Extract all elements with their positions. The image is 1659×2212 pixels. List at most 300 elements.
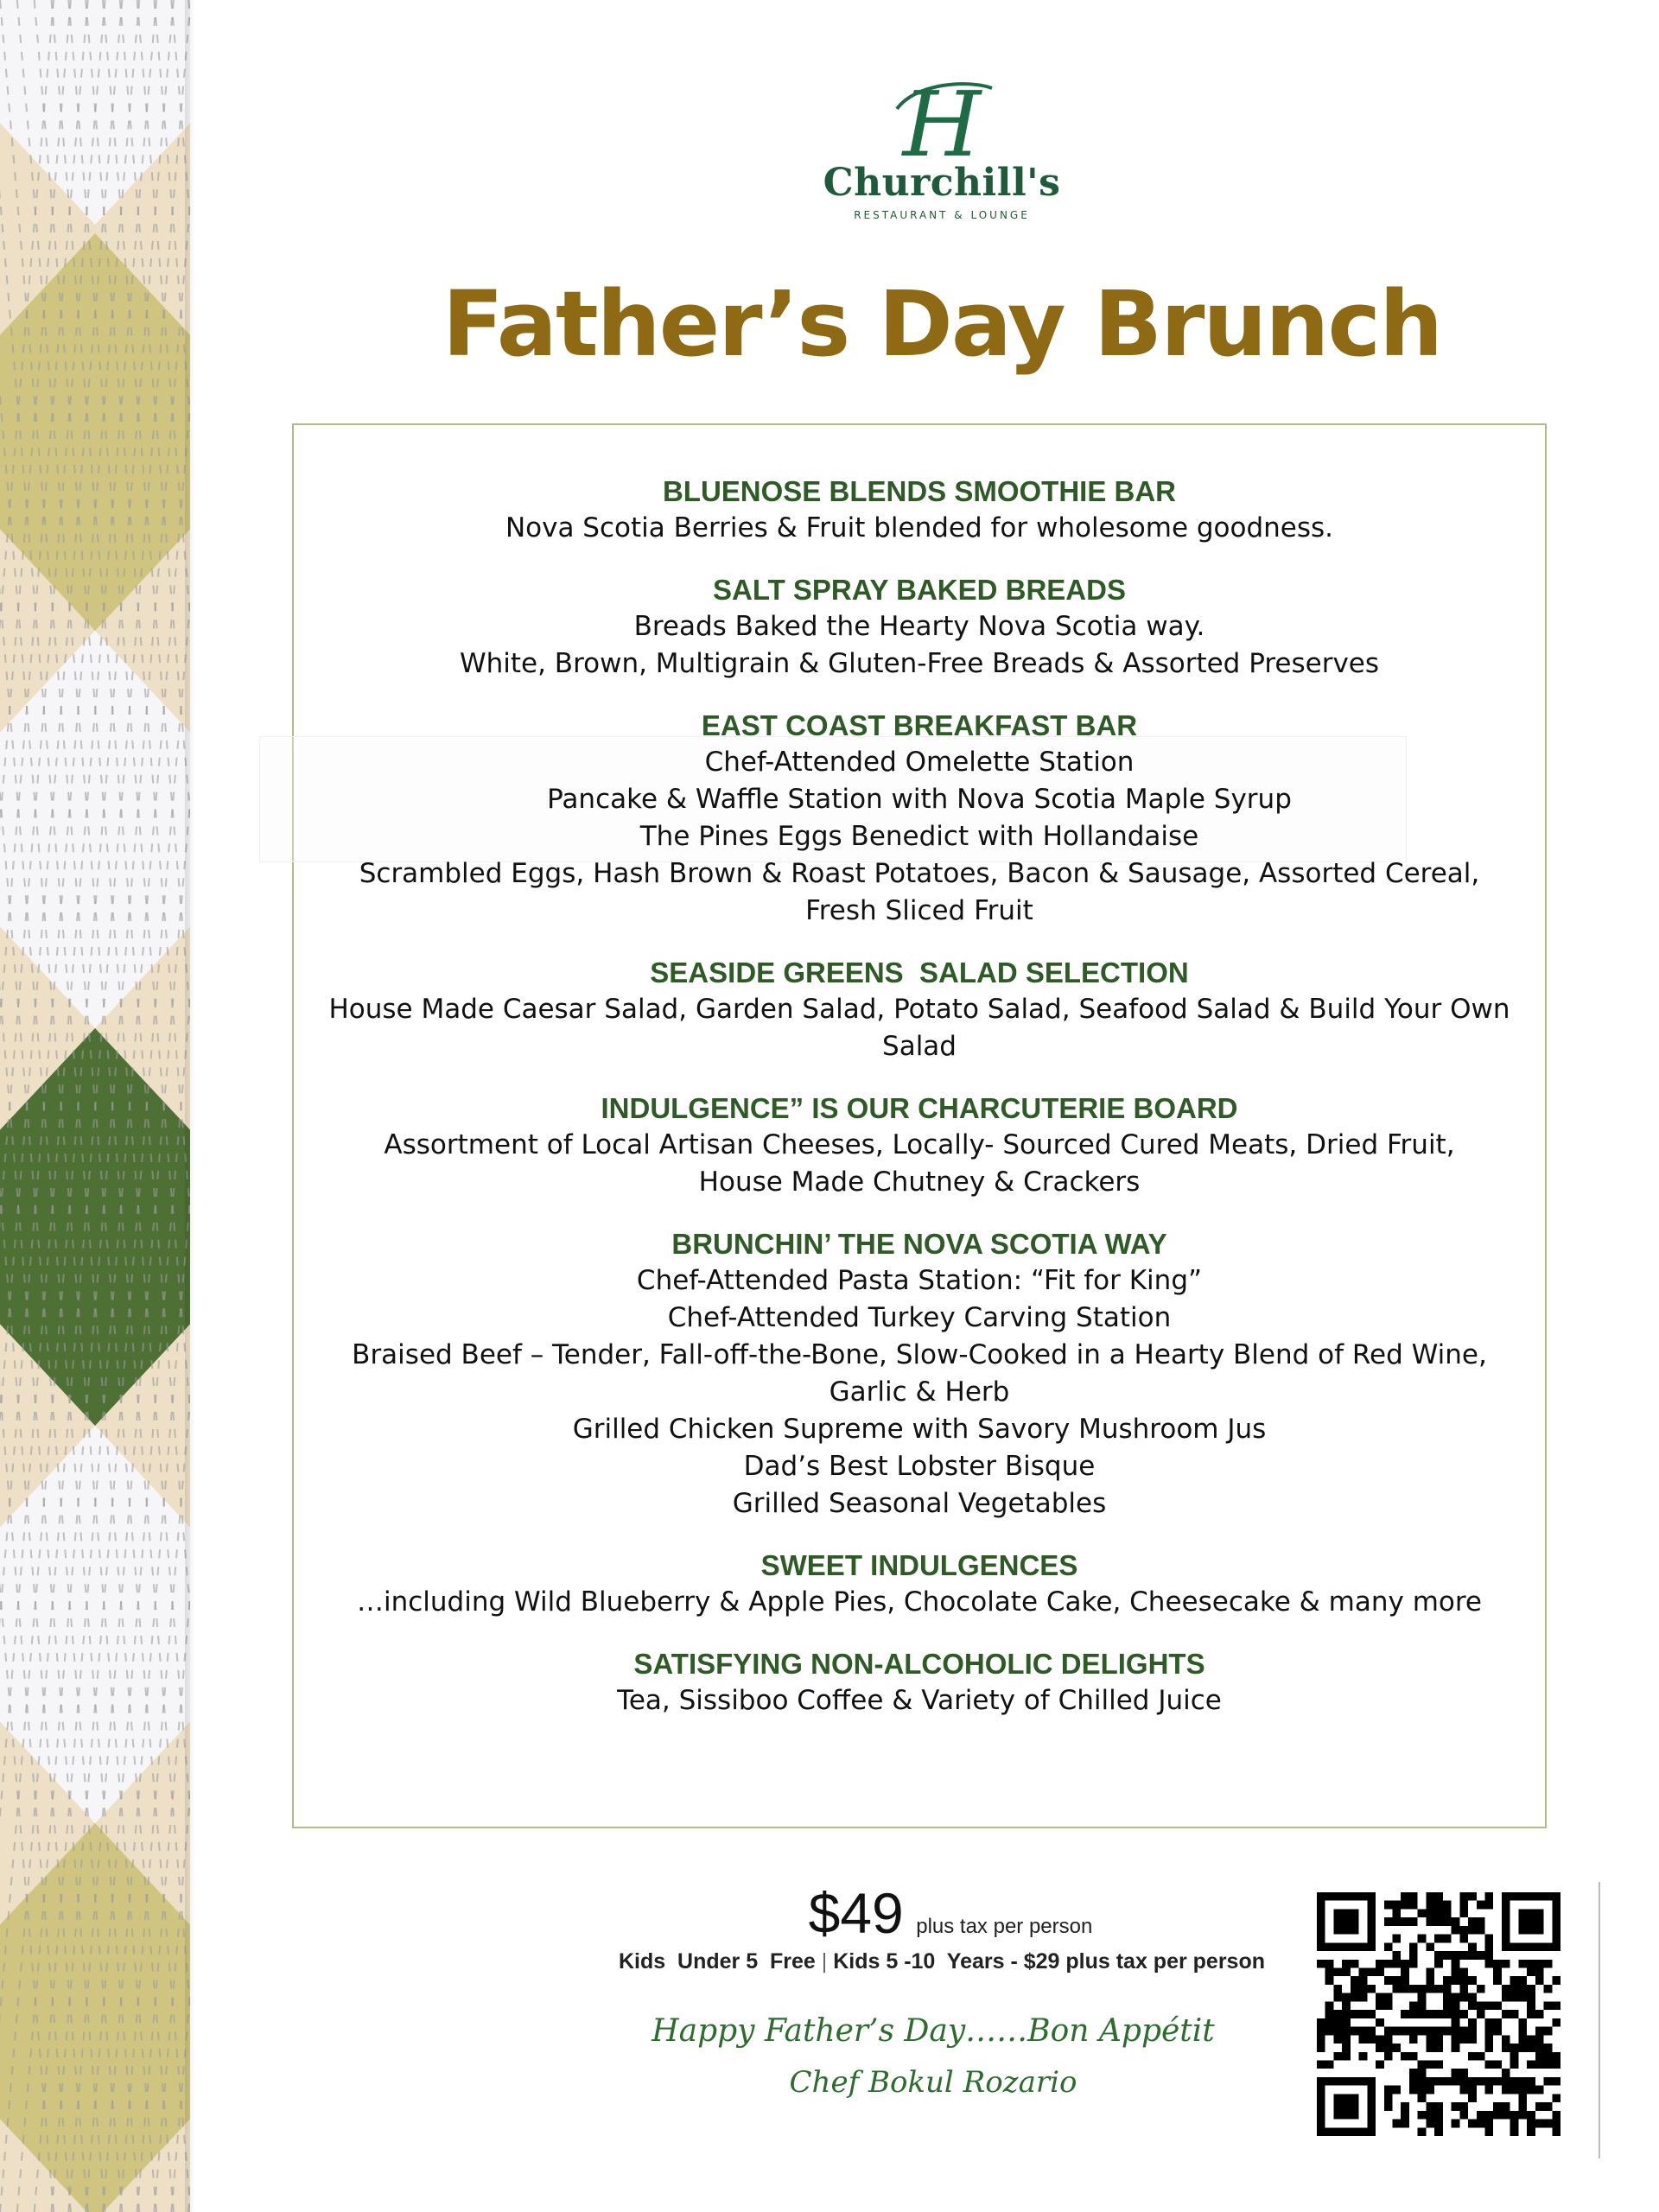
section-heading: SALT SPRAY BAKED BREADS: [713, 574, 1126, 606]
kids-pricing: [553, 1949, 1331, 1974]
menu-item: Tea, Sissiboo Coffee & Variety of Chilled Juice: [617, 1685, 1222, 1716]
qr-module: [1359, 2052, 1368, 2061]
qr-module: [1535, 2086, 1544, 2094]
qr-module: [1351, 1985, 1359, 1993]
qr-module: [1502, 2102, 1510, 2111]
qr-module: [1409, 1960, 1418, 1968]
qr-module: [1333, 2018, 1342, 2027]
menu-section: [315, 571, 1524, 683]
qr-module: [1401, 1976, 1409, 1985]
qr-module: [1376, 2044, 1384, 2052]
qr-module: [1459, 1976, 1468, 1985]
qr-module: [1443, 2010, 1452, 2018]
qr-module: [1384, 2086, 1393, 2094]
qr-module: [1426, 1892, 1434, 1901]
qr-module: [1459, 1951, 1468, 1960]
qr-module: [1510, 2052, 1519, 2061]
qr-module: [1384, 1960, 1393, 1968]
qr-module: [1535, 2052, 1544, 2061]
menu-item: Grilled Seasonal Vegetables: [732, 1488, 1107, 1519]
qr-module: [1452, 2001, 1460, 2010]
qr-module: [1384, 2052, 1393, 2061]
qr-module: [1535, 2010, 1544, 2018]
qr-module: [1452, 2018, 1460, 2027]
qr-module: [1493, 2060, 1502, 2069]
qr-module: [1484, 1951, 1493, 1960]
qr-module: [1544, 2102, 1553, 2111]
qr-module: [1393, 1901, 1402, 1910]
qr-module: [1527, 2120, 1535, 2128]
qr-module: [1418, 2069, 1427, 2077]
qr-module: [1493, 2111, 1502, 2120]
qr-module: [1477, 2001, 1485, 2010]
qr-module: [1468, 2120, 1477, 2128]
qr-module: [1502, 2044, 1510, 2052]
qr-module: [1342, 2044, 1351, 2052]
qr-module: [1359, 2027, 1368, 2036]
qr-module: [1502, 2077, 1510, 2086]
section-heading: SATISFYING NON-ALCOHOLIC DELIGHTS: [633, 1648, 1205, 1680]
qr-module: [1409, 2086, 1418, 2094]
qr-module: [1493, 2102, 1502, 2111]
qr-module: [1468, 1917, 1477, 1926]
menu-item: Dad’s Best Lobster Bisque: [743, 1451, 1096, 1482]
qr-module: [1477, 2010, 1485, 2018]
qr-module: [1393, 1917, 1402, 1926]
menu-item: Braised Beef – Tender, Fall-off-the-Bone, Slow-Cooked in a Hearty Blend of Red Wine, Garlic & Herb: [352, 1339, 1487, 1408]
strip-shadow: [185, 0, 195, 2212]
qr-module: [1376, 1960, 1384, 1968]
qr-module: [1468, 2086, 1477, 2094]
qr-module: [1367, 1968, 1376, 1977]
qr-module: [1477, 2077, 1485, 2086]
qr-module: [1484, 1942, 1493, 1951]
qr-module: [1484, 2035, 1493, 2044]
qr-module: [1510, 2127, 1519, 2136]
brand-name: Churchill's: [823, 161, 1061, 205]
qr-module: [1510, 2044, 1519, 2052]
qr-module: [1459, 1901, 1468, 1910]
qr-module: [1443, 1935, 1452, 1943]
qr-module: [1333, 1968, 1342, 1977]
price-line: [605, 1880, 1296, 1946]
qr-module: [1393, 1960, 1402, 1968]
qr-module: [1426, 1976, 1434, 1985]
qr-module: [1401, 1960, 1409, 1968]
qr-module: [1401, 1901, 1409, 1910]
qr-module: [1409, 1951, 1418, 1960]
qr-module: [1426, 1901, 1434, 1910]
qr-module: [1527, 2127, 1535, 2136]
qr-module: [1351, 1960, 1359, 1968]
qr-module: [1452, 1960, 1460, 1968]
qr-module: [1510, 2086, 1519, 2094]
qr-module: [1510, 1985, 1519, 1993]
qr-module: [1518, 2027, 1527, 2036]
qr-module: [1527, 2001, 1535, 2010]
qr-module: [1459, 2102, 1468, 2111]
menu-item: Assortment of Local Artisan Cheeses, Locally- Sourced Cured Meats, Dried Fruit, House Made Chutney & Crackers: [384, 1129, 1455, 1198]
qr-module: [1333, 1993, 1342, 2002]
qr-module: [1342, 1960, 1351, 1968]
section-heading: SWEET INDULGENCES: [760, 1549, 1078, 1581]
qr-module: [1376, 2035, 1384, 2044]
qr-module: [1518, 2111, 1527, 2120]
qr-module: [1443, 1993, 1452, 2002]
qr-module: [1502, 2069, 1510, 2077]
qr-module: [1535, 2035, 1544, 2044]
restaurant-logo: [804, 76, 1080, 232]
qr-module: [1434, 1892, 1443, 1901]
qr-module: [1459, 1993, 1468, 2002]
qr-module: [1393, 1951, 1402, 1960]
qr-module: [1434, 2027, 1443, 2036]
qr-module: [1317, 2060, 1325, 2069]
qr-module: [1493, 1976, 1502, 1985]
qr-module: [1552, 2120, 1560, 2128]
qr-module: [1535, 1976, 1544, 1985]
qr-module: [1477, 1926, 1485, 1935]
qr-module: [1393, 1976, 1402, 1985]
qr-module: [1468, 1942, 1477, 1951]
qr-module: [1434, 1985, 1443, 1993]
qr-module: [1477, 1901, 1485, 1910]
qr-module: [1409, 2027, 1418, 2036]
qr-module: [1493, 1960, 1502, 1968]
section-heading: SEASIDE GREENS SALAD SELECTION: [650, 957, 1189, 988]
qr-module: [1401, 2120, 1409, 2128]
qr-module: [1484, 2086, 1493, 2094]
qr-module: [1552, 2111, 1560, 2120]
qr-module: [1434, 2127, 1443, 2136]
menu-section: [315, 473, 1524, 547]
qr-module: [1535, 2027, 1544, 2036]
qr-module: [1426, 1917, 1434, 1926]
qr-module: [1409, 1942, 1418, 1951]
qr-finder: [1333, 2094, 1358, 2119]
qr-module: [1401, 2111, 1409, 2120]
qr-module: [1493, 2018, 1502, 2027]
qr-module: [1493, 1968, 1502, 1977]
menu-item: Chef-Attended Turkey Carving Station: [667, 1302, 1172, 1333]
qr-module: [1518, 2086, 1527, 2094]
qr-module: [1527, 2060, 1535, 2069]
qr-module: [1393, 1985, 1402, 1993]
qr-module: [1418, 1993, 1427, 2002]
qr-module: [1367, 2010, 1376, 2018]
qr-module: [1518, 2035, 1527, 2044]
qr-module: [1333, 2052, 1342, 2061]
qr-module: [1493, 2027, 1502, 2036]
monogram-letter: H: [902, 76, 982, 171]
menu-item: Breads Baked the Hearty Nova Scotia way.: [633, 611, 1205, 642]
qr-module: [1426, 2035, 1434, 2044]
qr-module: [1535, 2120, 1544, 2128]
qr-module: [1459, 2111, 1468, 2120]
qr-module: [1468, 2077, 1477, 2086]
qr-module: [1510, 2120, 1519, 2128]
qr-module: [1426, 2044, 1434, 2052]
qr-module: [1493, 2001, 1502, 2010]
kids-separator: |: [821, 1949, 828, 1974]
qr-module: [1359, 1976, 1368, 1985]
qr-module: [1418, 1909, 1427, 1917]
qr-module: [1544, 2052, 1553, 2061]
qr-module: [1418, 2111, 1427, 2120]
qr-module: [1325, 2027, 1334, 2036]
qr-module: [1484, 2060, 1493, 2069]
qr-module: [1452, 2044, 1460, 2052]
qr-module: [1418, 2094, 1427, 2102]
qr-module: [1384, 1917, 1393, 1926]
qr-module: [1459, 2027, 1468, 2036]
qr-module: [1434, 2111, 1443, 2120]
qr-module: [1342, 1993, 1351, 2002]
qr-module: [1342, 2001, 1351, 2010]
qr-module: [1409, 1917, 1418, 1926]
qr-module: [1418, 1985, 1427, 1993]
qr-module: [1518, 2102, 1527, 2111]
qr-module: [1418, 1935, 1427, 1943]
qr-module: [1535, 2060, 1544, 2069]
qr-module: [1552, 1976, 1560, 1985]
qr-module: [1384, 1993, 1393, 2002]
qr-module: [1409, 2077, 1418, 2086]
section-heading: EAST COAST BREAKFAST BAR: [701, 709, 1138, 741]
qr-module: [1384, 2035, 1393, 2044]
section-heading: BLUENOSE BLENDS SMOOTHIE BAR: [662, 475, 1177, 507]
menu-section: [315, 1645, 1524, 1719]
qr-module: [1376, 1968, 1384, 1977]
qr-module: [1409, 2069, 1418, 2077]
qr-module: [1477, 2111, 1485, 2120]
qr-module: [1384, 2094, 1393, 2102]
section-heading: INDULGENCE” IS OUR CHARCUTERIE BOARD: [601, 1092, 1238, 1124]
qr-module: [1535, 1960, 1544, 1968]
qr-module: [1468, 2035, 1477, 2044]
qr-module: [1418, 2127, 1427, 2136]
qr-module: [1452, 1993, 1460, 2002]
qr-module: [1484, 2018, 1493, 2027]
qr-module: [1544, 2060, 1553, 2069]
qr-module: [1544, 2120, 1553, 2128]
qr-module: [1418, 2077, 1427, 2086]
qr-module: [1367, 1985, 1376, 1993]
qr-module: [1527, 2111, 1535, 2120]
qr-module: [1418, 2086, 1427, 2094]
qr-module: [1443, 1976, 1452, 1985]
qr-module: [1359, 2010, 1368, 2018]
qr-module: [1518, 1993, 1527, 2002]
qr-module: [1452, 2010, 1460, 2018]
qr-module: [1535, 2044, 1544, 2052]
qr-module: [1552, 2077, 1560, 2086]
qr-module: [1527, 2077, 1535, 2086]
qr-module: [1376, 2001, 1384, 2010]
menu-section: [315, 954, 1524, 1065]
qr-module: [1342, 2010, 1351, 2018]
qr-module: [1477, 2052, 1485, 2061]
page-title: Father’s Day Brunch: [442, 271, 1442, 377]
menu-item: The Pines Eggs Benedict with Hollandaise: [639, 821, 1199, 852]
qr-module: [1333, 2027, 1342, 2036]
qr-module: [1443, 2027, 1452, 2036]
qr-module: [1527, 2035, 1535, 2044]
qr-module: [1484, 2127, 1493, 2136]
qr-module: [1434, 2077, 1443, 2086]
qr-module: [1359, 1985, 1368, 1993]
qr-module: [1527, 2044, 1535, 2052]
qr-module: [1459, 2035, 1468, 2044]
menu-item: Pancake & Waffle Station with Nova Scotia Maple Syrup: [547, 784, 1292, 815]
qr-module: [1418, 2060, 1427, 2069]
qr-module: [1434, 1960, 1443, 1968]
qr-module: [1518, 2018, 1527, 2027]
qr-module: [1459, 1892, 1468, 1901]
qr-module: [1434, 2010, 1443, 2018]
qr-module: [1552, 2018, 1560, 2027]
qr-module: [1434, 1951, 1443, 1960]
qr-module: [1359, 1968, 1368, 1977]
qr-module: [1468, 2052, 1477, 2061]
qr-module: [1468, 1926, 1477, 1935]
qr-module: [1484, 2077, 1493, 2086]
qr-module: [1502, 1985, 1510, 1993]
qr-module: [1434, 2035, 1443, 2044]
qr-module: [1459, 2077, 1468, 2086]
menu-section: [315, 1547, 1524, 1621]
qr-module: [1443, 1985, 1452, 1993]
qr-module: [1452, 2077, 1460, 2086]
qr-module: [1518, 2077, 1527, 2086]
qr-module: [1484, 2111, 1493, 2120]
qr-module: [1484, 2001, 1493, 2010]
qr-module: [1468, 1976, 1477, 1985]
qr-module: [1484, 2027, 1493, 2036]
qr-module: [1544, 2001, 1553, 2010]
qr-module: [1502, 2035, 1510, 2044]
qr-module: [1434, 2044, 1443, 2052]
menu-item: Chef-Attended Pasta Station: “Fit for King”: [636, 1265, 1203, 1296]
qr-module: [1393, 2027, 1402, 2036]
qr-module: [1443, 1909, 1452, 1917]
qr-module: [1325, 2018, 1334, 2027]
qr-module: [1359, 1993, 1368, 2002]
qr-module: [1493, 2077, 1502, 2086]
qr-module: [1342, 1968, 1351, 1977]
menu-item: House Made Caesar Salad, Garden Salad, Potato Salad, Seafood Salad & Build Your Own Salad: [328, 994, 1510, 1062]
qr-module: [1452, 2035, 1460, 2044]
qr-module: [1510, 1993, 1519, 2002]
menu-item: Scrambled Eggs, Hash Brown & Roast Potatoes, Bacon & Sausage, Assorted Cereal, Fresh Sliced Fruit: [359, 858, 1480, 926]
qr-module: [1409, 2052, 1418, 2061]
qr-module: [1484, 1892, 1493, 1901]
qr-module: [1468, 2018, 1477, 2027]
qr-module: [1367, 2027, 1376, 2036]
qr-module: [1426, 2077, 1434, 2086]
qr-finder: [1518, 1909, 1543, 1934]
qr-module: [1409, 1892, 1418, 1901]
qr-module: [1502, 2086, 1510, 2094]
qr-module: [1510, 2111, 1519, 2120]
qr-module: [1510, 2077, 1519, 2086]
divider: [1599, 1882, 1600, 2158]
section-heading: BRUNCHIN’ THE NOVA SCOTIA WAY: [671, 1228, 1167, 1260]
qr-module: [1317, 2035, 1325, 2044]
qr-module: [1333, 2010, 1342, 2018]
qr-module: [1359, 2035, 1368, 2044]
menu-item: Grilled Chicken Supreme with Savory Mushroom Jus: [572, 1414, 1267, 1445]
qr-module: [1518, 2094, 1527, 2102]
greeting-signature: Happy Father’s Day……Bon Appétit: [652, 2013, 1215, 2049]
qr-module: [1502, 2010, 1510, 2018]
chef-signature: Chef Bokul Rozario: [789, 2065, 1077, 2100]
qr-module: [1510, 2010, 1519, 2018]
menu-section: [315, 1225, 1524, 1522]
qr-module: [1452, 1926, 1460, 1935]
qr-module: [1459, 1935, 1468, 1943]
qr-module: [1477, 1985, 1485, 1993]
qr-module: [1452, 1917, 1460, 1926]
qr-module: [1317, 2044, 1325, 2052]
qr-module: [1452, 2027, 1460, 2036]
qr-module: [1342, 2027, 1351, 2036]
qr-module: [1468, 1892, 1477, 1901]
qr-module: [1434, 1935, 1443, 1943]
kids-free-text: Kids Under 5 Free: [618, 1949, 816, 1974]
qr-module: [1342, 2018, 1351, 2027]
qr-module: [1527, 2086, 1535, 2094]
qr-module: [1443, 1917, 1452, 1926]
qr-module: [1552, 2001, 1560, 2010]
brand-tagline: RESTAURANT & LOUNGE: [854, 209, 1030, 221]
qr-module: [1384, 1976, 1393, 1985]
menu-item: Chef-Attended Omelette Station: [704, 747, 1135, 778]
qr-module: [1367, 2035, 1376, 2044]
qr-module: [1459, 1909, 1468, 1917]
qr-module: [1434, 1909, 1443, 1917]
qr-module: [1518, 1985, 1527, 1993]
qr-module: [1527, 2010, 1535, 2018]
qr-module: [1510, 1976, 1519, 1985]
qr-module: [1317, 2018, 1325, 2027]
qr-module: [1459, 1926, 1468, 1935]
qr-module: [1426, 1985, 1434, 1993]
qr-module: [1426, 2102, 1434, 2111]
qr-module: [1544, 2077, 1553, 2086]
qr-module: [1342, 2035, 1351, 2044]
qr-module: [1544, 2027, 1553, 2036]
qr-module: [1325, 2060, 1334, 2069]
qr-module: [1544, 1960, 1553, 1968]
qr-module: [1351, 2010, 1359, 2018]
qr-code-icon[interactable]: [1317, 1892, 1560, 2136]
qr-module: [1552, 2127, 1560, 2136]
qr-module: [1351, 1993, 1359, 2002]
qr-module: [1342, 2052, 1351, 2061]
qr-module: [1452, 1951, 1460, 1960]
qr-module: [1401, 2010, 1409, 2018]
qr-module: [1527, 1968, 1535, 1977]
menu-item: …including Wild Blueberry & Apple Pies, Chocolate Cake, Cheesecake & many more: [356, 1586, 1482, 1618]
qr-module: [1325, 2001, 1334, 2010]
qr-module: [1459, 2010, 1468, 2018]
qr-module: [1351, 2027, 1359, 2036]
qr-module: [1484, 1935, 1493, 1943]
qr-module: [1443, 1901, 1452, 1910]
qr-module: [1409, 2035, 1418, 2044]
menu-item: Nova Scotia Berries & Fruit blended for wholesome goodness.: [505, 512, 1334, 543]
